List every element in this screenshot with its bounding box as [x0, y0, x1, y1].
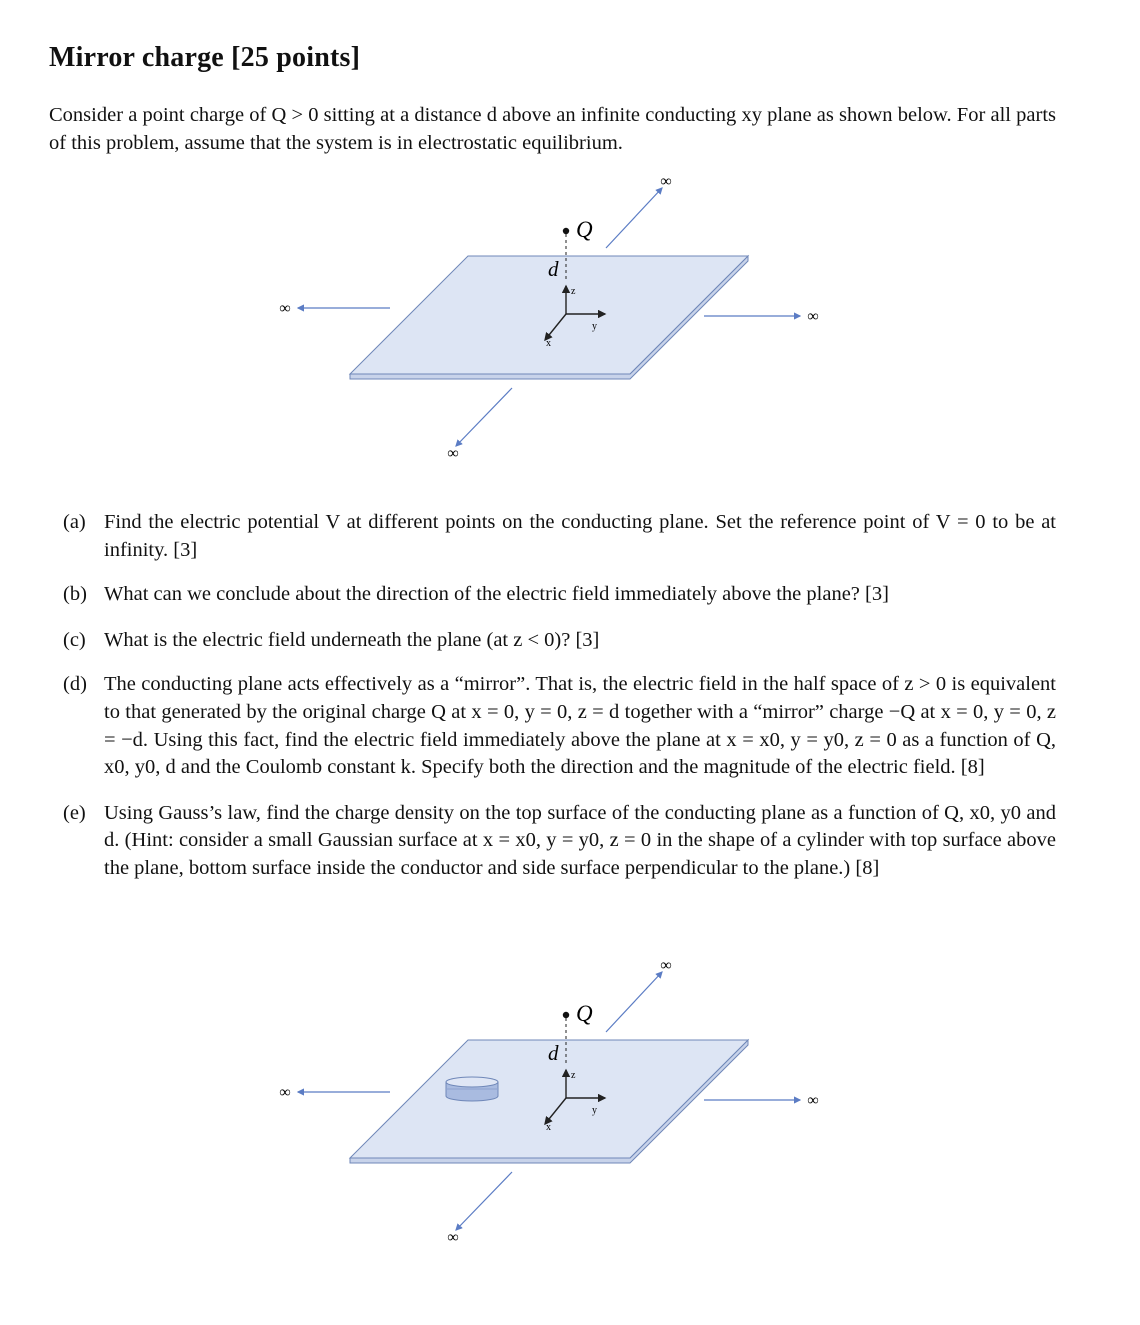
- x-axis-label: x: [546, 1122, 551, 1133]
- part-c-label: (c): [63, 628, 86, 651]
- infinity-label-front: ∞: [447, 445, 459, 462]
- infinity-label-left: ∞: [279, 300, 291, 317]
- infinity-label-left: ∞: [279, 1084, 291, 1101]
- point-charge: [563, 1012, 569, 1018]
- part-b-text: What can we conclude about the direction of the electric field immediately above the plane? [3]: [104, 583, 889, 606]
- z-axis-label: z: [571, 286, 576, 297]
- part-d-text: The conducting plane acts effectively as a “mirror”. That is, the electric field in the half space of z > 0 is equivalent to that generated by the original charge Q at x = 0, y = 0, z = d together with a “mirror” charge −Q at x = 0, y = 0, z = −d. Using this fact, find the electric field immediately above the plane at x = x0, y = y0, z = 0 as a function of Q, x0, y0, d and the Coulomb constant k. Specify both the direction and the magnitude of the electric field. [8]: [104, 673, 1056, 779]
- charge-label: Q: [576, 1001, 593, 1026]
- part-a-text: Find the electric potential V at different points on the conducting plane. Set the reference point of V = 0 to be at infinity. [3]: [104, 511, 1056, 561]
- x-axis-label: x: [546, 338, 551, 349]
- problem-parts: [63, 509, 1056, 883]
- arrow-to-infinity-back: [606, 188, 662, 248]
- arrow-to-infinity-front: [456, 1172, 512, 1230]
- part-b: [63, 581, 1056, 609]
- part-c: [63, 627, 1056, 655]
- part-d: [63, 671, 1056, 781]
- infinity-label-front: ∞: [447, 1229, 459, 1246]
- arrow-to-infinity-front: [456, 388, 512, 446]
- distance-label: d: [548, 1041, 559, 1065]
- part-e-label: (e): [63, 801, 86, 824]
- infinity-label-back: ∞: [660, 957, 672, 974]
- charge-label: Q: [576, 217, 593, 242]
- arrow-to-infinity-back: [606, 972, 662, 1032]
- figure-gaussian-surface: [260, 956, 840, 1246]
- part-b-label: (b): [63, 583, 87, 606]
- distance-label: d: [548, 257, 559, 281]
- infinity-label-back: ∞: [660, 173, 672, 190]
- gaussian-cylinder: [446, 1077, 498, 1101]
- part-d-label: (d): [63, 673, 87, 696]
- point-charge: [563, 228, 569, 234]
- part-e: [63, 800, 1056, 883]
- part-a: [63, 509, 1056, 564]
- problem-intro: Consider a point charge of Q > 0 sitting at a distance d above an infinite conducting xy plane as shown below. For all parts of this problem, assume that the system is in electrostatic equilibrium.: [49, 104, 1056, 154]
- part-c-text: What is the electric field underneath the plane (at z < 0)? [3]: [104, 628, 600, 651]
- part-e-text: Using Gauss’s law, find the charge density on the top surface of the conducting plane as a function of Q, x0, y0 and d. (Hint: consider a small Gaussian surface at x = x0, y = y0, z = 0 in the shape of a cylinder with top surface above the plane, bottom surface inside the conductor and side surface perpendicular to the plane.) [8]: [104, 801, 1056, 879]
- y-axis-label: y: [592, 321, 597, 332]
- z-axis-label: z: [571, 1070, 576, 1081]
- infinity-label-right: ∞: [807, 308, 819, 325]
- y-axis-label: y: [592, 1105, 597, 1116]
- problem-title: Mirror charge [25 points]: [49, 42, 361, 73]
- figure-conducting-plane: [260, 172, 840, 462]
- infinity-label-right: ∞: [807, 1092, 819, 1109]
- part-a-label: (a): [63, 511, 86, 533]
